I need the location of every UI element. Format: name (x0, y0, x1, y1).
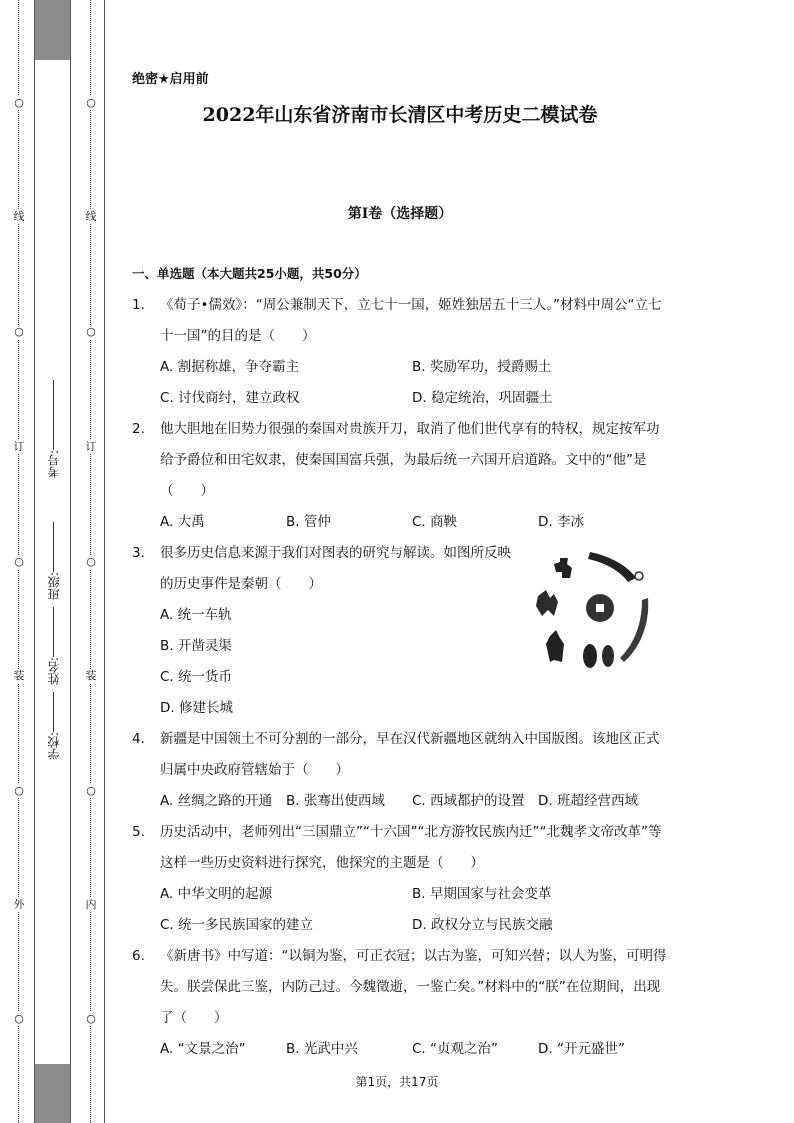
inner-binding-line (84, 0, 98, 1123)
binding-char: 装 (13, 669, 25, 682)
binding-char: 外 (13, 898, 25, 911)
option-d[interactable]: D. 李冰 (538, 514, 584, 530)
binding-char: ○ (12, 96, 26, 110)
option-b[interactable]: B. 开凿灵渠 (160, 638, 232, 654)
binding-char: 装 (85, 669, 97, 682)
option-b[interactable]: B. 管仲 (286, 514, 331, 530)
options-row (160, 383, 672, 414)
question-number: 4. (132, 731, 145, 747)
binding-char: 订 (13, 440, 25, 453)
option-c[interactable]: C. “贞观之治” (412, 1041, 498, 1057)
options-row (160, 910, 672, 941)
binding-char: ○ (12, 325, 26, 339)
name-field[interactable]: 姓名: (45, 605, 62, 685)
option-b[interactable]: B. 奖励军功，授爵赐土 (412, 359, 552, 375)
section-heading: 一、单选题（本大题共25小题，共50分） (132, 266, 367, 281)
options-row (160, 1034, 672, 1065)
option-a[interactable]: A. 统一车轨 (160, 607, 232, 623)
qin-coins-image (524, 544, 664, 674)
question-number: 3. (132, 545, 145, 561)
options-row (160, 352, 672, 383)
option-b[interactable]: B. 光武中兴 (286, 1041, 358, 1057)
option-a[interactable]: A. 丝绸之路的开通 (160, 793, 273, 809)
binding-char: 线 (85, 210, 97, 223)
option-c[interactable]: C. 统一货币 (160, 669, 233, 685)
class-field[interactable]: 班级: (45, 520, 62, 600)
binding-char: 订 (85, 440, 97, 453)
page-title: 2022年山东省济南市长清区中考历史二模试卷 (202, 104, 598, 126)
outer-binding-line (12, 0, 26, 1123)
binding-char: ○ (12, 1012, 26, 1026)
option-c[interactable]: C. 西域都护的设置 (412, 793, 525, 809)
question-stem: 他大胆地在旧势力很强的秦国对贵族开刀，取消了他们世代享有的特权，规定按军功给予爵位和田宅奴隶，使秦国国富兵强，为最后统一六国开启道路。文中的“他”是（ ） (160, 421, 660, 499)
question-stem: 很多历史信息来源于我们对图表的研究与解读。如图所反映的历史事件是秦朝（ ） (160, 545, 511, 592)
binding-char: ○ (12, 555, 26, 569)
question-number: 1. (132, 297, 145, 313)
option-d[interactable]: D. 班超经营西域 (538, 793, 638, 809)
binding-char: ○ (84, 96, 98, 110)
option-d[interactable]: D. 稳定统治，巩固疆土 (412, 390, 553, 406)
option-c[interactable]: C. 商鞅 (412, 514, 458, 530)
option-c[interactable]: C. 讨伐商纣，建立政权 (160, 390, 300, 406)
option-b[interactable]: B. 张骞出使西域 (286, 793, 385, 809)
binding-char: ○ (12, 784, 26, 798)
option-d[interactable]: D. “开元盛世” (538, 1041, 625, 1057)
option-a[interactable]: A. “文景之治” (160, 1041, 246, 1057)
option-d[interactable]: D. 修建长城 (160, 700, 233, 716)
option-c[interactable]: C. 统一多民族国家的建立 (160, 917, 314, 933)
question-2 (132, 414, 672, 538)
question-number: 6. (132, 948, 145, 964)
binding-char: ○ (84, 325, 98, 339)
question-4 (132, 724, 672, 817)
question-5 (132, 817, 672, 941)
question-3 (132, 538, 512, 724)
binding-char: ○ (84, 555, 98, 569)
option-b[interactable]: B. 早期国家与社会变革 (412, 886, 552, 902)
secret-label: 绝密★启用前 (132, 72, 209, 87)
option-a[interactable]: A. 大禹 (160, 514, 205, 530)
question-number: 2. (132, 421, 145, 437)
question-1 (132, 290, 672, 414)
options-row (160, 507, 672, 538)
binding-char: 线 (13, 210, 25, 223)
question-number: 5. (132, 824, 145, 840)
question-stem: 《荀子•儒效》：“周公兼制天下，立七十一国，姬姓独居五十三人。”材料中周公“立七十一国”的目的是（ ） (160, 297, 662, 344)
option-a[interactable]: A. 中华文明的起源 (160, 886, 273, 902)
question-stem: 《新唐书》中写道：“以铜为鉴，可正衣冠；以古为鉴，可知兴替；以人为鉴，可明得失。朕尝保此三鉴，内防己过。今魏徵逝，一鉴亡矣。”材料中的“朕”在位期间，出现了（ ） (160, 948, 667, 1026)
question-6 (132, 941, 672, 1065)
binding-char: 内 (85, 898, 97, 911)
binding-char: ○ (84, 784, 98, 798)
question-stem: 新疆是中国领土不可分割的一部分，早在汉代新疆地区就纳入中国版图。该地区正式归属中央政府管辖始于（ ） (160, 731, 660, 778)
part-heading: 第I卷（选择题） (347, 206, 453, 222)
page-footer: 第1页，共17页 (355, 1075, 439, 1089)
question-stem: 历史活动中，老师列出“三国鼎立”“十六国”“北方游牧民族内迁”“北魏孝文帝改革”等这样一些历史资料进行探究，他探究的主题是（ ） (160, 824, 662, 871)
binding-char: ○ (84, 1012, 98, 1026)
options-row (160, 786, 672, 817)
options-row (160, 879, 672, 910)
school-field[interactable]: 学校: (45, 690, 62, 760)
option-d[interactable]: D. 政权分立与民族交融 (412, 917, 553, 933)
exam-number-field[interactable]: 考号: (45, 378, 62, 478)
option-a[interactable]: A. 割据称雄，争夺霸主 (160, 359, 300, 375)
